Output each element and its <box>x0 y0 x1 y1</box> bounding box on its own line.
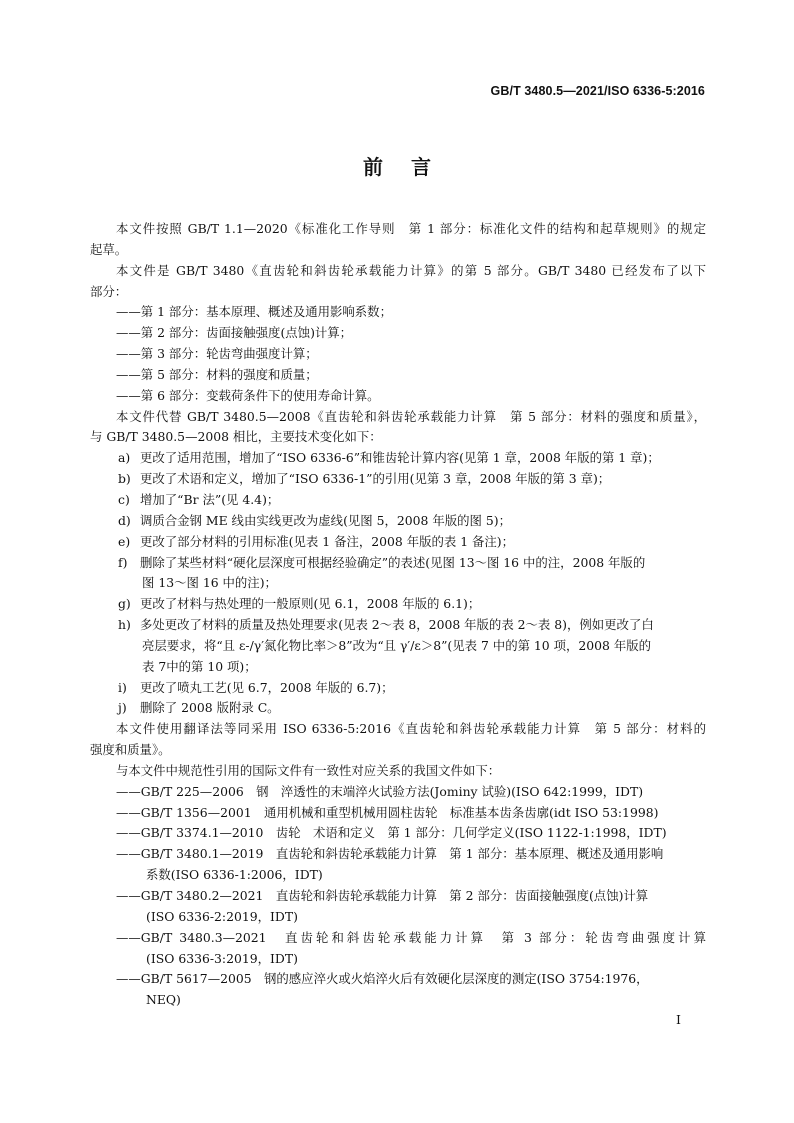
change-text: 增加了“Br 法”(见 4.4)； <box>140 491 280 507</box>
reference-item: ——GB/T 3480.3—2021 直齿轮和斜齿轮承载能力计算 第 3 部分：轮齿弯曲强度计算 <box>116 929 706 945</box>
change-item-j <box>90 698 706 719</box>
change-item-h <box>90 615 706 636</box>
change-item-b <box>90 469 706 490</box>
page-title: 前言 <box>363 155 459 179</box>
change-label: d) <box>118 512 131 528</box>
reference-item: ——GB/T 3480.1—2019 直齿轮和斜齿轮承载能力计算 第 1 部分：基本原理、概述及通用影响 <box>116 846 664 862</box>
change-label: c) <box>118 491 130 507</box>
change-text: 删除了 2008 版附录 C。 <box>140 700 280 716</box>
paragraph-line: 本文件按照 GB/T 1.1—2020《标准化工作导则 第 1 部分：标准化文件的结构和起草规则》的规定 <box>116 221 706 236</box>
change-text: 更改了喷丸工艺(见 6.7，2008 年版的 6.7)； <box>140 679 394 695</box>
change-item-f <box>90 553 706 574</box>
paragraph-line: 与 GB/T 3480.5—2008 相比，主要技术变化如下： <box>90 429 382 445</box>
change-label: f) <box>118 554 128 570</box>
change-text: 删除了某些材料“硬化层深度可根据经验确定”的表述(见图 13～图 16 中的注，2008 年版的 <box>140 554 646 570</box>
reference-item-cont: 系数(ISO 6336-1:2006，IDT) <box>146 867 323 883</box>
change-text: 多处更改了材料的质量及热处理要求(见表 2～表 8，2008 年版的表 2～表 8)，例如更改了白 <box>140 617 654 633</box>
reference-item: ——GB/T 5617—2005 钢的感应淬火或火焰淬火后有效硬化层深度的测定(ISO 3754:1976， <box>116 971 649 987</box>
change-text: 更改了材料与热处理的一般原则(见 6.1，2008 年版的 6.1)； <box>140 596 481 612</box>
paragraph-line: 部分： <box>90 283 128 299</box>
change-item-d <box>90 511 706 532</box>
change-text: 更改了术语和定义，增加了“ISO 6336-1”的引用(见第 3 章，2008 年版的第 3 章)； <box>140 471 611 487</box>
paragraph-line: 强度和质量》。 <box>90 742 171 758</box>
part-list-item: ——第 1 部分：基本原理、概述及通用影响系数； <box>116 304 392 320</box>
reference-item: ——GB/T 3480.2—2021 直齿轮和斜齿轮承载能力计算 第 2 部分：齿面接触强度(点蚀)计算 <box>116 888 649 903</box>
change-label: j) <box>118 700 127 716</box>
change-text: 更改了部分材料的引用标准(见表 1 备注，2008 年版的表 1 备注)； <box>140 533 515 549</box>
part-list-item: ——第 2 部分：齿面接触强度(点蚀)计算； <box>116 325 353 341</box>
paragraph-line: 本文件是 GB/T 3480《直齿轮和斜齿轮承载能力计算》的第 5 部分。GB/T 3480 已经发布了以下 <box>116 262 706 278</box>
change-item-e <box>90 532 706 553</box>
document-body <box>90 219 706 1011</box>
part-list-item: ——第 3 部分：轮齿弯曲强度计算； <box>116 346 318 362</box>
change-label: h) <box>118 617 131 633</box>
reference-item: ——GB/T 3374.1—2010 齿轮 术语和定义 第 1 部分：几何学定义(ISO 1122-1:1998，IDT) <box>116 825 667 841</box>
change-item-f-cont: 图 13～图 16 中的注)； <box>142 575 277 591</box>
change-text: 更改了适用范围，增加了“ISO 6336-6”和锥齿轮计算内容(见第 1 章，2008 年版的第 1 章)； <box>140 450 660 466</box>
change-label: i) <box>118 679 127 695</box>
reference-item-cont: (ISO 6336-2:2019，IDT) <box>146 908 298 924</box>
change-item-h-cont: 表 7中的第 10 项)； <box>142 658 257 674</box>
part-list-item: ——第 6 部分：变载荷条件下的使用寿命计算。 <box>116 387 380 403</box>
change-item-a <box>90 448 706 469</box>
change-label: a) <box>118 450 131 466</box>
reference-item-cont: (ISO 6336-3:2019，IDT) <box>146 950 298 966</box>
part-list-item: ——第 5 部分：材料的强度和质量； <box>116 366 318 382</box>
change-item-c <box>90 490 706 511</box>
change-text: 调质合金钢 ME 线由实线更改为虚线(见图 5，2008 年版的图 5)； <box>140 512 511 528</box>
paragraph-line: 本文件使用翻译法等同采用 ISO 6336-5:2016《直齿轮和斜齿轮承载能力计算 第 5 部分：材料的 <box>116 721 706 737</box>
reference-item-cont: NEQ) <box>146 992 181 1008</box>
paragraph-line: 起草。 <box>90 241 128 257</box>
reference-item: ——GB/T 225—2006 钢 淬透性的末端淬火试验方法(Jominy 试验)(ISO 642:1999，IDT) <box>116 783 644 799</box>
paragraph-line: 本文件代替 GB/T 3480.5—2008《直齿轮和斜齿轮承载能力计算 第 5 部分：材料的强度和质量》， <box>116 408 706 424</box>
change-item-h-cont: 亮层要求，将“且 ε-/γ′氮化物比率＞8”改为“且 γ′/ε＞8”(见表 7 中的第 10 项，2008 年版的 <box>142 637 652 653</box>
page-number: I <box>676 1012 681 1027</box>
change-label: b) <box>118 471 131 487</box>
reference-item: ——GB/T 1356—2001 通用机械和重型机械用圆柱齿轮 标准基本齿条齿廓(idt ISO 53:1998) <box>116 804 659 820</box>
change-label: e) <box>118 533 131 549</box>
change-label: g) <box>118 596 131 612</box>
paragraph-line: 与本文件中规范性引用的国际文件有一致性对应关系的我国文件如下： <box>116 762 501 778</box>
header-code: GB/T 3480.5—2021/ISO 6336-5:2016 <box>490 84 705 98</box>
change-item-g <box>90 594 706 615</box>
change-item-i <box>90 678 706 699</box>
